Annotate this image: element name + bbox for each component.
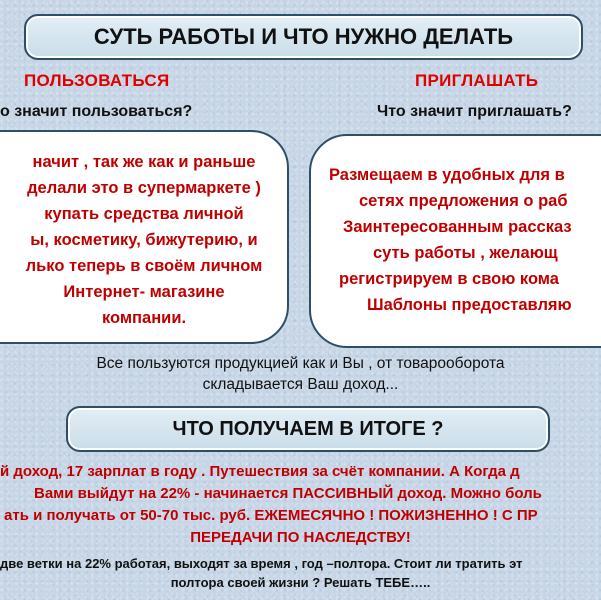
- result-line: ать и получать от 50-70 тыс. руб. ЕЖЕМЕСЯЧНО ! ПОЖИЗНЕННО ! С ПР: [4, 507, 538, 524]
- final-line: полтора своей жизни ? Решать ТЕБЕ…..: [170, 575, 431, 590]
- right-line: Шаблоны предоставляю: [367, 296, 572, 314]
- left-line: лько теперь в своём личном: [25, 257, 263, 275]
- info-text: [0, 353, 601, 395]
- final-text: [0, 554, 601, 592]
- left-line: делали это в супермаркете ): [27, 179, 261, 197]
- result-title-box: [66, 406, 550, 452]
- result-title: ЧТО ПОЛУЧАЕМ В ИТОГЕ ?: [172, 417, 444, 440]
- right-line: сетях предложения о раб: [359, 192, 568, 210]
- left-bubble: [0, 130, 289, 344]
- left-line: Интернет- магазине: [63, 283, 225, 301]
- right-bubble: [309, 134, 601, 348]
- left-line: купать средства личной: [44, 205, 244, 223]
- result-line: Вами выйдут на 22% - начинается ПАССИВНЫЙ доход. Можно боль: [34, 485, 542, 502]
- right-question: Что значит приглашать?: [377, 103, 572, 120]
- left-line: начит , так же как и раньше: [32, 153, 256, 171]
- result-line: й доход, 17 зарплат в году . Путешествия за счёт компании. А Когда д: [0, 463, 520, 480]
- left-line: ы, косметику, бижутерию, и: [30, 231, 258, 249]
- main-title-box: [24, 14, 583, 60]
- final-line: две ветки на 22% работая, выходят за время , год –полтора. Стоит ли тратить эт: [0, 556, 523, 571]
- left-question: о значит пользоваться?: [0, 103, 193, 120]
- left-line: компании.: [101, 309, 187, 327]
- right-line: Размещаем в удобных для в: [329, 166, 565, 184]
- right-line: суть работы , желающ: [373, 244, 558, 262]
- result-text: [0, 461, 601, 549]
- right-line: регистрируем в свою кома: [339, 270, 559, 288]
- right-line: Заинтересованным рассказ: [343, 218, 572, 236]
- info-line: Все пользуются продукцией как и Вы , от товарооборота: [96, 355, 505, 372]
- result-line: ПЕРЕДАЧИ ПО НАСЛЕДСТВУ!: [190, 529, 411, 546]
- main-title: СУТЬ РАБОТЫ И ЧТО НУЖНО ДЕЛАТЬ: [93, 24, 514, 49]
- info-line: складывается Ваш доход...: [202, 376, 399, 393]
- right-heading: ПРИГЛАШАТЬ: [415, 71, 539, 90]
- left-heading: ПОЛЬЗОВАТЬСЯ: [24, 71, 170, 90]
